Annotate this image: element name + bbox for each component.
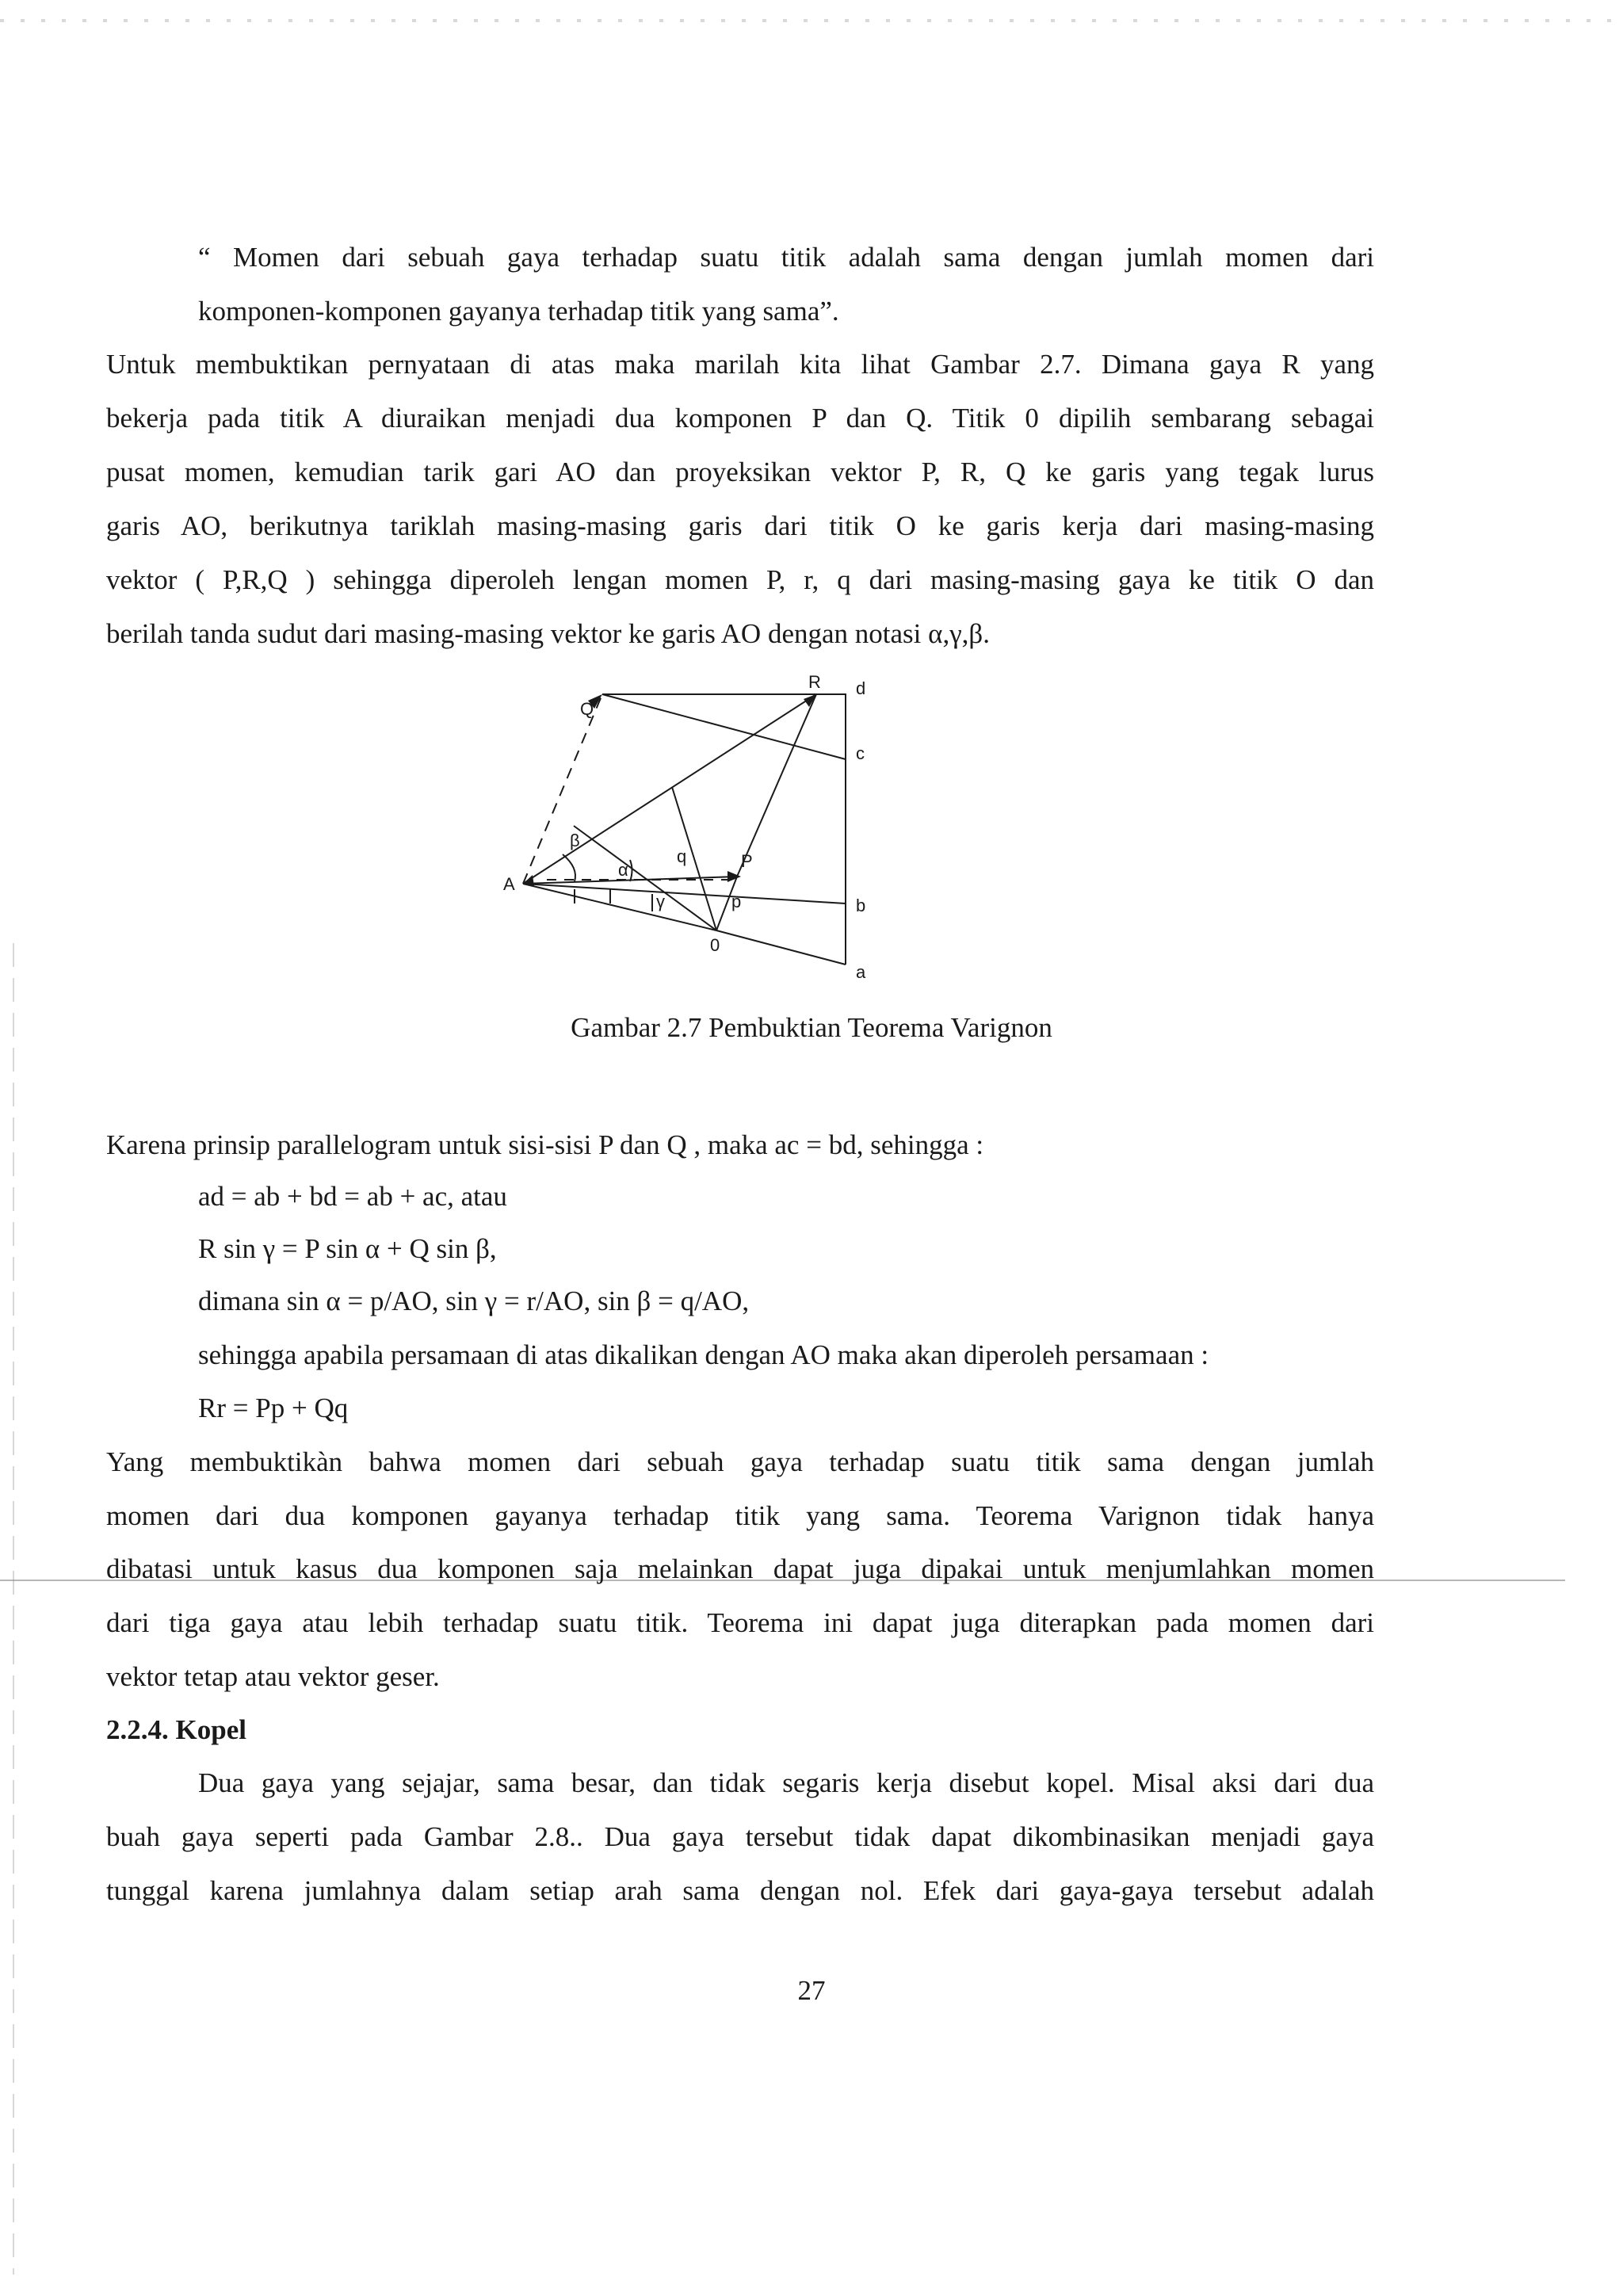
label-O: 0 bbox=[710, 935, 720, 955]
paragraph-3-line-5: vektor tetap atau vektor geser. bbox=[106, 1661, 440, 1692]
label-P: P bbox=[741, 851, 753, 871]
scan-artifact-top bbox=[0, 19, 1623, 22]
paragraph-1-line-1: Untuk membuktikan pernyataan di atas maka marilah kita lihat Gambar 2.7. Dimana gaya R yang bbox=[106, 349, 1374, 380]
line-O-to-a bbox=[716, 930, 846, 965]
paragraph-4-line-3: tunggal karena jumlahnya dalam setiap arah sama dengan nol. Efek dari gaya-gaya tersebut adalah bbox=[106, 1875, 1374, 1906]
label-d: d bbox=[856, 678, 866, 698]
paragraph-2-intro: Karena prinsip parallelogram untuk sisi-sisi P dan Q , maka ac = bd, sehingga : bbox=[106, 1129, 984, 1160]
paragraph-4-line-1: Dua gaya yang sejajar, sama besar, dan tidak segaris kerja disebut kopel. Misal aksi dari dua bbox=[198, 1767, 1374, 1798]
angle-alpha-arc bbox=[630, 860, 632, 881]
label-b: b bbox=[856, 896, 866, 915]
label-Q: Q bbox=[580, 699, 594, 719]
equation-5: Rr = Pp + Qq bbox=[198, 1392, 349, 1423]
figure-caption: Gambar 2.7 Pembuktian Teorema Varignon bbox=[571, 1012, 1052, 1043]
section-heading: 2.2.4. Kopel bbox=[106, 1714, 246, 1745]
label-p: p bbox=[731, 892, 742, 911]
paragraph-3-line-2: momen dari dua komponen gayanya terhadap titik yang sama. Teorema Varignon tidak hanya bbox=[106, 1500, 1374, 1531]
angle-beta-arc bbox=[563, 854, 575, 881]
label-R: R bbox=[808, 672, 821, 692]
quote-line-2: komponen-komponen gayanya terhadap titik yang sama”. bbox=[198, 296, 839, 327]
paragraph-4-line-2: buah gaya seperti pada Gambar 2.8.. Dua gaya tersebut tidak dapat dikombinasikan menjadi gaya bbox=[106, 1821, 1374, 1852]
equation-1: ad = ab + bd = ab + ac, atau bbox=[198, 1181, 507, 1212]
paragraph-1-line-5: vektor ( P,R,Q ) sehingga diperoleh lengan momen P, r, q dari masing-masing gaya ke titik O dan bbox=[106, 564, 1374, 595]
line-AO bbox=[523, 884, 716, 930]
parallelogram-side-PR bbox=[737, 694, 816, 877]
paragraph-1-line-4: garis AO, berikutnya tariklah masing-masing garis dari titik O ke garis kerja dari masing-masing bbox=[106, 510, 1374, 541]
label-c: c bbox=[856, 743, 865, 763]
label-a: a bbox=[856, 962, 866, 982]
vector-R-line bbox=[523, 694, 816, 884]
paragraph-3-line-4: dari tiga gaya atau lebih terhadap suatu titik. Teorema ini dapat juga diterapkan pada momen dari bbox=[106, 1607, 1374, 1638]
paragraph-3-line-3: dibatasi untuk kasus dua komponen saja melainkan dapat juga dipakai untuk menjumlahkan momen bbox=[106, 1553, 1374, 1584]
projection-frame-line bbox=[602, 694, 846, 965]
paragraph-1-line-3: pusat momen, kemudian tarik gari AO dan proyeksikan vektor P, R, Q ke garis yang tegak lurus bbox=[106, 457, 1374, 487]
scan-artifact-left bbox=[13, 943, 14, 2275]
label-gamma: γ bbox=[656, 892, 665, 911]
label-beta: β bbox=[570, 831, 580, 850]
paragraph-1-line-2: bekerja pada titik A diuraikan menjadi dua komponen P dan Q. Titik 0 dipilih sembarang sebagai bbox=[106, 403, 1374, 434]
equation-4: sehingga apabila persamaan di atas dikalikan dengan AO maka akan diperoleh persamaan : bbox=[198, 1339, 1209, 1370]
paragraph-1-line-6: berilah tanda sudut dari masing-masing vektor ke garis AO dengan notasi α,γ,β. bbox=[106, 618, 990, 649]
label-alpha: α bbox=[618, 860, 628, 880]
varignon-diagram bbox=[499, 666, 1006, 991]
line-P-to-b bbox=[523, 884, 846, 904]
equation-2: R sin γ = P sin α + Q sin β, bbox=[198, 1233, 497, 1264]
page-number: 27 bbox=[797, 1975, 826, 2006]
label-A: A bbox=[503, 874, 515, 894]
equation-3: dimana sin α = p/AO, sin γ = r/AO, sin β = q/AO, bbox=[198, 1286, 750, 1316]
paragraph-3-line-1: Yang membuktikàn bahwa momen dari sebuah gaya terhadap suatu titik sama dengan jumlah bbox=[106, 1446, 1374, 1477]
label-q: q bbox=[677, 846, 687, 866]
quote-line-1: “ Momen dari sebuah gaya terhadap suatu titik adalah sama dengan jumlah momen dari bbox=[198, 242, 1374, 273]
